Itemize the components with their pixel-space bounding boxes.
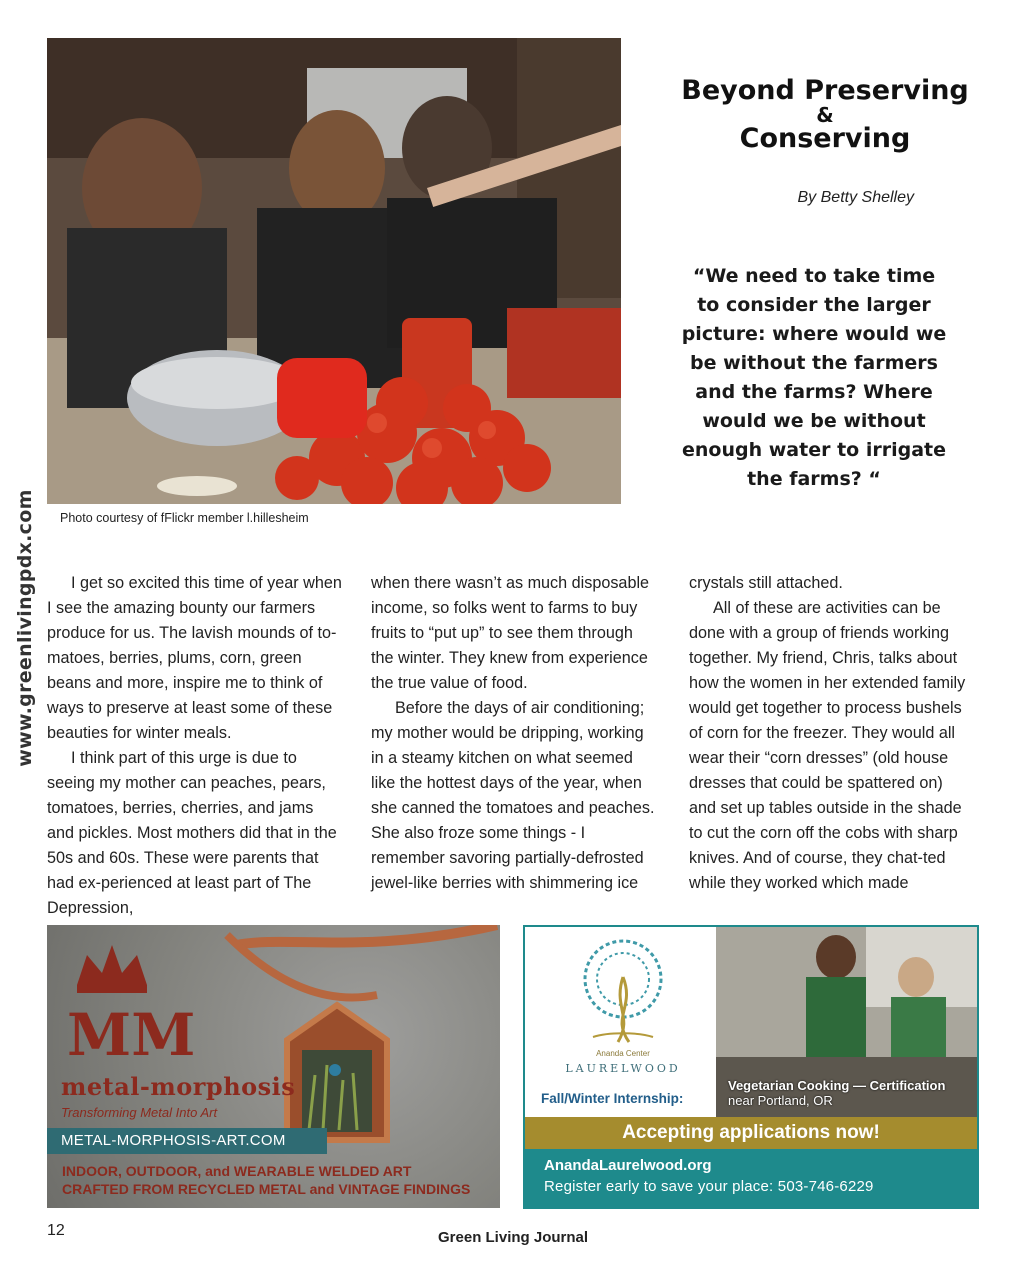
ad-site-link[interactable]: AnandaLaurelwood.org bbox=[544, 1157, 712, 1174]
side-url-text: www.greenlivingpdx.com bbox=[14, 489, 36, 767]
ad-metal-url[interactable]: METAL-MORPHOSIS-ART.COM bbox=[47, 1128, 327, 1154]
ad-metal-morphosis[interactable] bbox=[47, 925, 500, 1208]
paragraph: Before the days of air conditioning; my mother would be dripping, working in a steamy kitchen on what seemed like the hottest days of the year, when she canned the tomatoes and peaches. She also froze some things - I remember savoring partially-defrosted jewel-like berries with shimmering ice bbox=[371, 699, 655, 892]
side-url bbox=[5, 489, 45, 767]
byline: By Betty Shelley bbox=[797, 189, 914, 206]
ad-accepting-banner: Accepting applications now! bbox=[525, 1117, 977, 1149]
body-column-1 bbox=[47, 571, 343, 921]
ad-metal-tagline: Transforming Metal Into Art bbox=[61, 1105, 218, 1120]
article-title bbox=[640, 76, 1010, 154]
photo-caption: Photo courtesy of fFlickr member l.hillesheim bbox=[60, 511, 309, 525]
ad-register-text: Register early to save your place: 503-746-6229 bbox=[544, 1178, 874, 1195]
crown-icon bbox=[77, 945, 147, 993]
ad-ananda-laurelwood[interactable] bbox=[523, 925, 979, 1209]
paragraph: All of these are activities can be done with a group of friends working together. My friend, Chris, talks about how the women in her extended family would get together to process bushels of corn for the freezer. They would all wear their “corn dresses” (old house dresses that could be spattered on) and set up tables outside in the shade to cut the corn off the cobs with sharp knives. And of course, they chat-ted while they worked which made bbox=[689, 599, 966, 892]
ad-internship: Fall/Winter Internship: bbox=[541, 1091, 684, 1106]
title-ampersand: & bbox=[816, 103, 834, 127]
paragraph: I get so excited this time of year when I see the amazing bounty our farmers produce for us. The lavish mounds of to-matoes, berries, plums, corn, green beans and more, inspire me to think of ways to preserve at least some of these beauties for winter meals. bbox=[47, 574, 342, 742]
page-number: 12 bbox=[47, 1222, 65, 1239]
paragraph: I think part of this urge is due to seeing my mother can peaches, pears, tomatoes, berries, cherries, and jams and pickles. Most mothers did that in the 50s and 60s. These were parents that had ex-perienced at least part of The Depression, bbox=[47, 749, 337, 917]
ad-center-name: Ananda Center bbox=[596, 1049, 650, 1058]
hero-photo bbox=[47, 38, 621, 504]
ad-cooking-title: Vegetarian Cooking — Certification bbox=[728, 1078, 946, 1093]
body-column-3 bbox=[689, 571, 967, 896]
body-column-2 bbox=[371, 571, 655, 896]
paragraph: when there wasn’t as much disposable income, so folks went to farms to buy fruits to “put up” to see them through the winter. They knew from experience the true value of food. bbox=[371, 574, 650, 692]
ad-metal-line-1: INDOOR, OUTDOOR, and WEARABLE WELDED ART bbox=[62, 1163, 412, 1179]
title-line-1: Beyond Preserving bbox=[681, 75, 969, 106]
ad-metal-line-2: CRAFTED FROM RECYCLED METAL and VINTAGE FINDINGS bbox=[62, 1181, 471, 1197]
ad-cooking-location: near Portland, OR bbox=[728, 1093, 833, 1108]
paragraph: crystals still attached. bbox=[689, 574, 843, 592]
ad-metal-brand: metal-morphosis bbox=[61, 1072, 296, 1101]
svg-text:MM: MM bbox=[67, 1001, 196, 1069]
tree-logo-icon bbox=[563, 937, 683, 1047]
journal-name: Green Living Journal bbox=[438, 1229, 589, 1246]
title-line-2: Conserving bbox=[739, 123, 911, 154]
ad-kitchen-photo bbox=[716, 927, 977, 1117]
ad-laurelwood-name: LAURELWOOD bbox=[565, 1062, 681, 1075]
ad-cooking-text bbox=[728, 1078, 945, 1108]
pull-quote: “We need to take time to consider the larger picture: where would we be without the farmers and the farms? Where would we be without enough water to irrigate the farms? “ bbox=[681, 265, 947, 490]
